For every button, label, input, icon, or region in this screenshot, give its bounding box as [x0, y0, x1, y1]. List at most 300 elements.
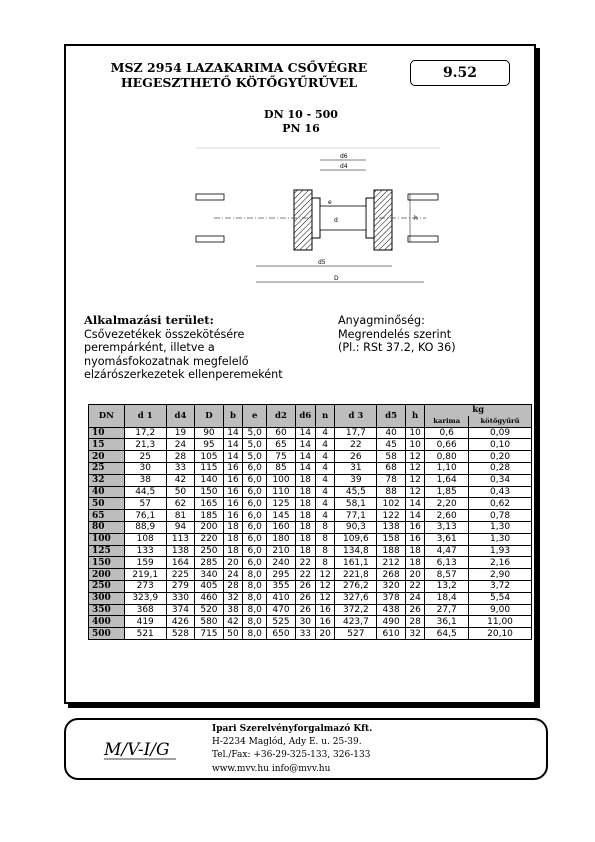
- table-cell: 18: [223, 533, 243, 545]
- dn-cell: 250: [89, 580, 125, 592]
- table-cell: 460: [195, 592, 224, 604]
- mvig-logo-svg: [102, 732, 180, 764]
- table-cell: 6,13: [425, 557, 469, 569]
- table-cell: 88: [377, 486, 406, 498]
- dn-cell: 350: [89, 604, 125, 616]
- application-line: nyomásfokozatnak megfelelő: [84, 354, 249, 368]
- table-cell: 2,16: [469, 557, 532, 569]
- table-cell: 355: [267, 580, 296, 592]
- table-cell: 6,0: [243, 557, 267, 569]
- table-cell: 0,66: [425, 439, 469, 451]
- table-cell: 17,7: [335, 427, 377, 439]
- table-cell: 5,0: [243, 427, 267, 439]
- table-cell: 8: [315, 545, 335, 557]
- table-cell: 2,20: [425, 498, 469, 510]
- table-cell: 18: [295, 486, 315, 498]
- table-cell: 5,0: [243, 439, 267, 451]
- table-cell: 39: [335, 474, 377, 486]
- dn-cell: 150: [89, 557, 125, 569]
- table-cell: 12: [405, 474, 425, 486]
- table-cell: 24: [405, 592, 425, 604]
- table-cell: 17,2: [124, 427, 166, 439]
- table-cell: 19: [166, 427, 195, 439]
- table-cell: 14: [295, 451, 315, 463]
- table-cell: 161,1: [335, 557, 377, 569]
- table-row: [89, 462, 532, 474]
- table-cell: 180: [267, 533, 296, 545]
- material-quality: [338, 314, 528, 355]
- dn-cell: 25: [89, 462, 125, 474]
- table-cell: 6,0: [243, 545, 267, 557]
- pipe-left-bottom: [196, 236, 224, 242]
- table-cell: 20: [405, 569, 425, 581]
- label-h: h: [414, 215, 418, 222]
- table-cell: 145: [267, 510, 296, 522]
- table-cell: 113: [166, 533, 195, 545]
- table-cell: 33: [295, 628, 315, 640]
- flange-section-svg: [194, 146, 442, 296]
- table-cell: 24: [166, 439, 195, 451]
- table-cell: 38: [124, 474, 166, 486]
- table-row: [89, 628, 532, 640]
- table-cell: 8: [315, 521, 335, 533]
- table-row: [89, 439, 532, 451]
- table-row: [89, 521, 532, 533]
- table-cell: 285: [195, 557, 224, 569]
- table-cell: 95: [195, 439, 224, 451]
- table-cell: 32: [405, 628, 425, 640]
- table-cell: 8,0: [243, 569, 267, 581]
- table-row: [89, 498, 532, 510]
- table-cell: 225: [166, 569, 195, 581]
- col-header: n: [315, 405, 335, 428]
- label-D: D: [334, 275, 339, 282]
- col-header: d 1: [124, 405, 166, 428]
- col-header: b: [223, 405, 243, 428]
- table-cell: 150: [195, 486, 224, 498]
- table-cell: 374: [166, 604, 195, 616]
- table-cell: 1,85: [425, 486, 469, 498]
- table-cell: 18: [295, 545, 315, 557]
- table-cell: 158: [377, 533, 406, 545]
- table-cell: 14: [295, 462, 315, 474]
- table-cell: 90,3: [335, 521, 377, 533]
- application-line: elzárószerkezetek ellenperemeként: [84, 368, 283, 381]
- table-cell: 100: [267, 474, 296, 486]
- table-cell: 250: [195, 545, 224, 557]
- table-cell: 14: [405, 498, 425, 510]
- table-cell: 26: [295, 604, 315, 616]
- table-cell: 6,0: [243, 462, 267, 474]
- table-cell: 40: [377, 427, 406, 439]
- table-cell: 165: [195, 498, 224, 510]
- table-cell: 268: [377, 569, 406, 581]
- table-cell: 0,80: [425, 451, 469, 463]
- table-cell: 219,1: [124, 569, 166, 581]
- table-cell: 323,9: [124, 592, 166, 604]
- table-cell: 14: [223, 427, 243, 439]
- table-cell: 18: [295, 510, 315, 522]
- table-cell: 26: [335, 451, 377, 463]
- table-cell: 64,5: [425, 628, 469, 640]
- table-cell: 3,13: [425, 521, 469, 533]
- table-cell: 134,8: [335, 545, 377, 557]
- table-cell: 423,7: [335, 616, 377, 628]
- table-cell: 330: [166, 592, 195, 604]
- table-cell: 2,60: [425, 510, 469, 522]
- table-cell: 18: [295, 474, 315, 486]
- ring-left: [312, 198, 320, 238]
- table-cell: 81: [166, 510, 195, 522]
- table-cell: 4: [315, 462, 335, 474]
- table-cell: 38: [223, 604, 243, 616]
- table-cell: 4: [315, 439, 335, 451]
- pipe-middle: [320, 206, 366, 230]
- table-cell: 5,0: [243, 451, 267, 463]
- table-cell: 5,54: [469, 592, 532, 604]
- table-cell: 0,28: [469, 462, 532, 474]
- table-cell: 16: [405, 533, 425, 545]
- table-cell: 36,1: [425, 616, 469, 628]
- table-cell: 20,10: [469, 628, 532, 640]
- table-cell: 16: [223, 498, 243, 510]
- table-cell: 18: [295, 498, 315, 510]
- pressure-rating: PN 16: [282, 122, 320, 135]
- table-cell: 21,3: [124, 439, 166, 451]
- table-row: [89, 557, 532, 569]
- table-cell: 62: [166, 498, 195, 510]
- table-row: [89, 533, 532, 545]
- application-heading: Alkalmazási terület:: [84, 313, 214, 327]
- table-cell: 0,62: [469, 498, 532, 510]
- table-cell: 372,2: [335, 604, 377, 616]
- dn-cell: 400: [89, 616, 125, 628]
- dn-cell: 65: [89, 510, 125, 522]
- pipe-right-bottom: [408, 236, 438, 242]
- table-cell: 8,0: [243, 616, 267, 628]
- table-cell: 8,0: [243, 628, 267, 640]
- table-cell: 24: [223, 569, 243, 581]
- table-cell: 105: [195, 451, 224, 463]
- table-cell: 75: [267, 451, 296, 463]
- table-cell: 6,0: [243, 521, 267, 533]
- col-subheader: karima: [425, 416, 469, 427]
- table-cell: 8: [315, 557, 335, 569]
- table-cell: 580: [195, 616, 224, 628]
- table-cell: 16: [223, 510, 243, 522]
- table-cell: 16: [315, 616, 335, 628]
- label-d6: d6: [340, 153, 348, 160]
- table-cell: 210: [267, 545, 296, 557]
- table-cell: 11,00: [469, 616, 532, 628]
- table-cell: 16: [405, 521, 425, 533]
- table-cell: 4: [315, 486, 335, 498]
- material-line: Megrendelés szerint: [338, 327, 452, 341]
- catalog-code: 9.52: [410, 60, 510, 86]
- dn-cell: 32: [89, 474, 125, 486]
- company-footer: [64, 718, 548, 780]
- col-header: h: [405, 405, 425, 428]
- table-cell: 327,6: [335, 592, 377, 604]
- datasheet-frame: [64, 44, 536, 704]
- table-row: [89, 486, 532, 498]
- table-cell: 160: [267, 521, 296, 533]
- table-cell: 30: [295, 616, 315, 628]
- title-line-1: MSZ 2954 LAZAKARIMA CSŐVÉGRE: [110, 60, 368, 75]
- table-cell: 410: [267, 592, 296, 604]
- company-address: H-2234 Maglód, Ady E. u. 25-39.: [212, 737, 362, 748]
- table-cell: 110: [267, 486, 296, 498]
- table-cell: 140: [195, 474, 224, 486]
- col-header: D: [195, 405, 224, 428]
- dn-cell: 500: [89, 628, 125, 640]
- table-cell: 22: [295, 557, 315, 569]
- table-cell: 65: [267, 439, 296, 451]
- table-cell: 18: [223, 545, 243, 557]
- dn-cell: 125: [89, 545, 125, 557]
- table-cell: 1,30: [469, 521, 532, 533]
- table-cell: 6,0: [243, 510, 267, 522]
- table-cell: 45,5: [335, 486, 377, 498]
- table-cell: 42: [166, 474, 195, 486]
- table-cell: 4: [315, 474, 335, 486]
- table-cell: 6,0: [243, 498, 267, 510]
- dn-cell: 10: [89, 427, 125, 439]
- page-title: [104, 60, 374, 90]
- table-cell: 528: [166, 628, 195, 640]
- table-cell: 368: [124, 604, 166, 616]
- flange-left: [294, 190, 312, 250]
- dn-cell: 20: [89, 451, 125, 463]
- table-cell: 138: [166, 545, 195, 557]
- col-header: e: [243, 405, 267, 428]
- table-cell: 22: [335, 439, 377, 451]
- table-cell: 31: [335, 462, 377, 474]
- company-web: www.mvv.hu info@mvv.hu: [212, 763, 331, 774]
- table-cell: 1,64: [425, 474, 469, 486]
- table-cell: 57: [124, 498, 166, 510]
- table-cell: 28: [223, 580, 243, 592]
- table-cell: 12: [315, 592, 335, 604]
- table-cell: 715: [195, 628, 224, 640]
- table-cell: 138: [377, 521, 406, 533]
- table-row: [89, 604, 532, 616]
- table-cell: 14: [223, 439, 243, 451]
- dn-cell: 300: [89, 592, 125, 604]
- flange-right: [374, 190, 392, 250]
- table-cell: 188: [377, 545, 406, 557]
- table-cell: 30: [124, 462, 166, 474]
- table-cell: 50: [223, 628, 243, 640]
- table-cell: 22: [405, 580, 425, 592]
- table-cell: 10: [405, 439, 425, 451]
- table-cell: 159: [124, 557, 166, 569]
- table-cell: 16: [315, 604, 335, 616]
- col-header: d 3: [335, 405, 377, 428]
- table-cell: 78: [377, 474, 406, 486]
- table-cell: 1,30: [469, 533, 532, 545]
- table-cell: 14: [223, 451, 243, 463]
- material-heading: Anyagminőség:: [338, 314, 425, 327]
- table-cell: 22: [295, 569, 315, 581]
- table-cell: 18: [405, 545, 425, 557]
- table-cell: 1,10: [425, 462, 469, 474]
- table-row: [89, 580, 532, 592]
- material-line: (Pl.: RSt 37.2, KO 36): [338, 341, 456, 354]
- table-row: [89, 510, 532, 522]
- table-cell: 273: [124, 580, 166, 592]
- table-cell: 200: [195, 521, 224, 533]
- table-cell: 28: [405, 616, 425, 628]
- dn-cell: 100: [89, 533, 125, 545]
- table-cell: 58: [377, 451, 406, 463]
- logo-text: M/V-I/G: [104, 740, 170, 760]
- table-cell: 12: [405, 451, 425, 463]
- table-cell: 45: [377, 439, 406, 451]
- pipe-left-top: [196, 194, 224, 200]
- table-cell: 4: [315, 427, 335, 439]
- table-cell: 14: [405, 510, 425, 522]
- title-line-2: HEGESZTHETŐ KÖTŐGYŰRŰVEL: [120, 75, 358, 90]
- table-cell: 419: [124, 616, 166, 628]
- table-cell: 88,9: [124, 521, 166, 533]
- flange-technical-drawing: [194, 146, 442, 296]
- table-row: [89, 592, 532, 604]
- col-header: d4: [166, 405, 195, 428]
- table-body: [89, 427, 532, 639]
- table-cell: 18: [295, 521, 315, 533]
- table-cell: 527: [335, 628, 377, 640]
- table-row: [89, 427, 532, 439]
- table-cell: 6,0: [243, 486, 267, 498]
- table-cell: 109,6: [335, 533, 377, 545]
- table-cell: 185: [195, 510, 224, 522]
- table-cell: 0,34: [469, 474, 532, 486]
- table-cell: 6,0: [243, 474, 267, 486]
- label-d4: d4: [340, 163, 348, 170]
- table-cell: 0,20: [469, 451, 532, 463]
- label-d: d: [334, 217, 338, 224]
- table-cell: 14: [295, 427, 315, 439]
- table-cell: 220: [195, 533, 224, 545]
- table-cell: 115: [195, 462, 224, 474]
- table-cell: 16: [223, 474, 243, 486]
- table-cell: 279: [166, 580, 195, 592]
- col-header: d5: [377, 405, 406, 428]
- table-cell: 33: [166, 462, 195, 474]
- table-cell: 20: [223, 557, 243, 569]
- table-cell: 0,09: [469, 427, 532, 439]
- table-cell: 125: [267, 498, 296, 510]
- label-e: e: [328, 199, 332, 206]
- table-cell: 133: [124, 545, 166, 557]
- application-line: perempárként, illetve a: [84, 341, 215, 354]
- table-cell: 340: [195, 569, 224, 581]
- table-cell: 28: [166, 451, 195, 463]
- table-cell: 521: [124, 628, 166, 640]
- table-cell: 3,61: [425, 533, 469, 545]
- table-cell: 18,4: [425, 592, 469, 604]
- table-cell: 44,5: [124, 486, 166, 498]
- table-cell: 68: [377, 462, 406, 474]
- table-cell: 4: [315, 498, 335, 510]
- table-cell: 32: [223, 592, 243, 604]
- table-cell: 4: [315, 451, 335, 463]
- table-cell: 26: [405, 604, 425, 616]
- table-cell: 405: [195, 580, 224, 592]
- col-header: DN: [89, 405, 125, 428]
- table-cell: 50: [166, 486, 195, 498]
- company-logo: [102, 732, 180, 764]
- table-cell: 90: [195, 427, 224, 439]
- table-cell: 0,6: [425, 427, 469, 439]
- table-cell: 42: [223, 616, 243, 628]
- table-row: [89, 569, 532, 581]
- table-cell: 9,00: [469, 604, 532, 616]
- table-cell: 25: [124, 451, 166, 463]
- table-cell: 20: [315, 628, 335, 640]
- table-cell: 295: [267, 569, 296, 581]
- col-header: kg: [425, 405, 532, 416]
- table-cell: 212: [377, 557, 406, 569]
- table-cell: 470: [267, 604, 296, 616]
- company-name: Ipari Szerelvényforgalmazó Kft.: [212, 724, 373, 734]
- table-cell: 4,47: [425, 545, 469, 557]
- table-cell: 16: [223, 486, 243, 498]
- col-subheader: kötőgyűrű: [469, 416, 532, 427]
- dn-cell: 40: [89, 486, 125, 498]
- table-cell: 26: [295, 592, 315, 604]
- table-cell: 14: [295, 439, 315, 451]
- table-row: [89, 451, 532, 463]
- table-cell: 426: [166, 616, 195, 628]
- table-cell: 102: [377, 498, 406, 510]
- dn-cell: 80: [89, 521, 125, 533]
- application-line: Csővezetékek összekötésére: [84, 327, 245, 341]
- dn-cell: 200: [89, 569, 125, 581]
- table-cell: 77,1: [335, 510, 377, 522]
- table-cell: 0,78: [469, 510, 532, 522]
- company-contact: [212, 723, 372, 776]
- table-cell: 650: [267, 628, 296, 640]
- table-cell: 520: [195, 604, 224, 616]
- size-range: DN 10 - 500: [264, 108, 338, 121]
- dn-cell: 50: [89, 498, 125, 510]
- table-cell: 378: [377, 592, 406, 604]
- table-row: [89, 474, 532, 486]
- table-cell: 85: [267, 462, 296, 474]
- ring-right: [366, 198, 374, 238]
- table-cell: 221,8: [335, 569, 377, 581]
- table-cell: 6,0: [243, 533, 267, 545]
- table-cell: 12: [315, 569, 335, 581]
- table-cell: 58,1: [335, 498, 377, 510]
- table-row: [89, 616, 532, 628]
- table-cell: 8,0: [243, 592, 267, 604]
- col-header: d6: [295, 405, 315, 428]
- table-cell: 10: [405, 427, 425, 439]
- dimension-table: [88, 404, 532, 640]
- table-cell: 26: [295, 580, 315, 592]
- table-cell: 320: [377, 580, 406, 592]
- table-cell: 76,1: [124, 510, 166, 522]
- table-cell: 18: [295, 533, 315, 545]
- table-cell: 60: [267, 427, 296, 439]
- spec-subtitle: [226, 108, 376, 136]
- table-cell: 0,10: [469, 439, 532, 451]
- col-header: d2: [267, 405, 296, 428]
- table-cell: 13,2: [425, 580, 469, 592]
